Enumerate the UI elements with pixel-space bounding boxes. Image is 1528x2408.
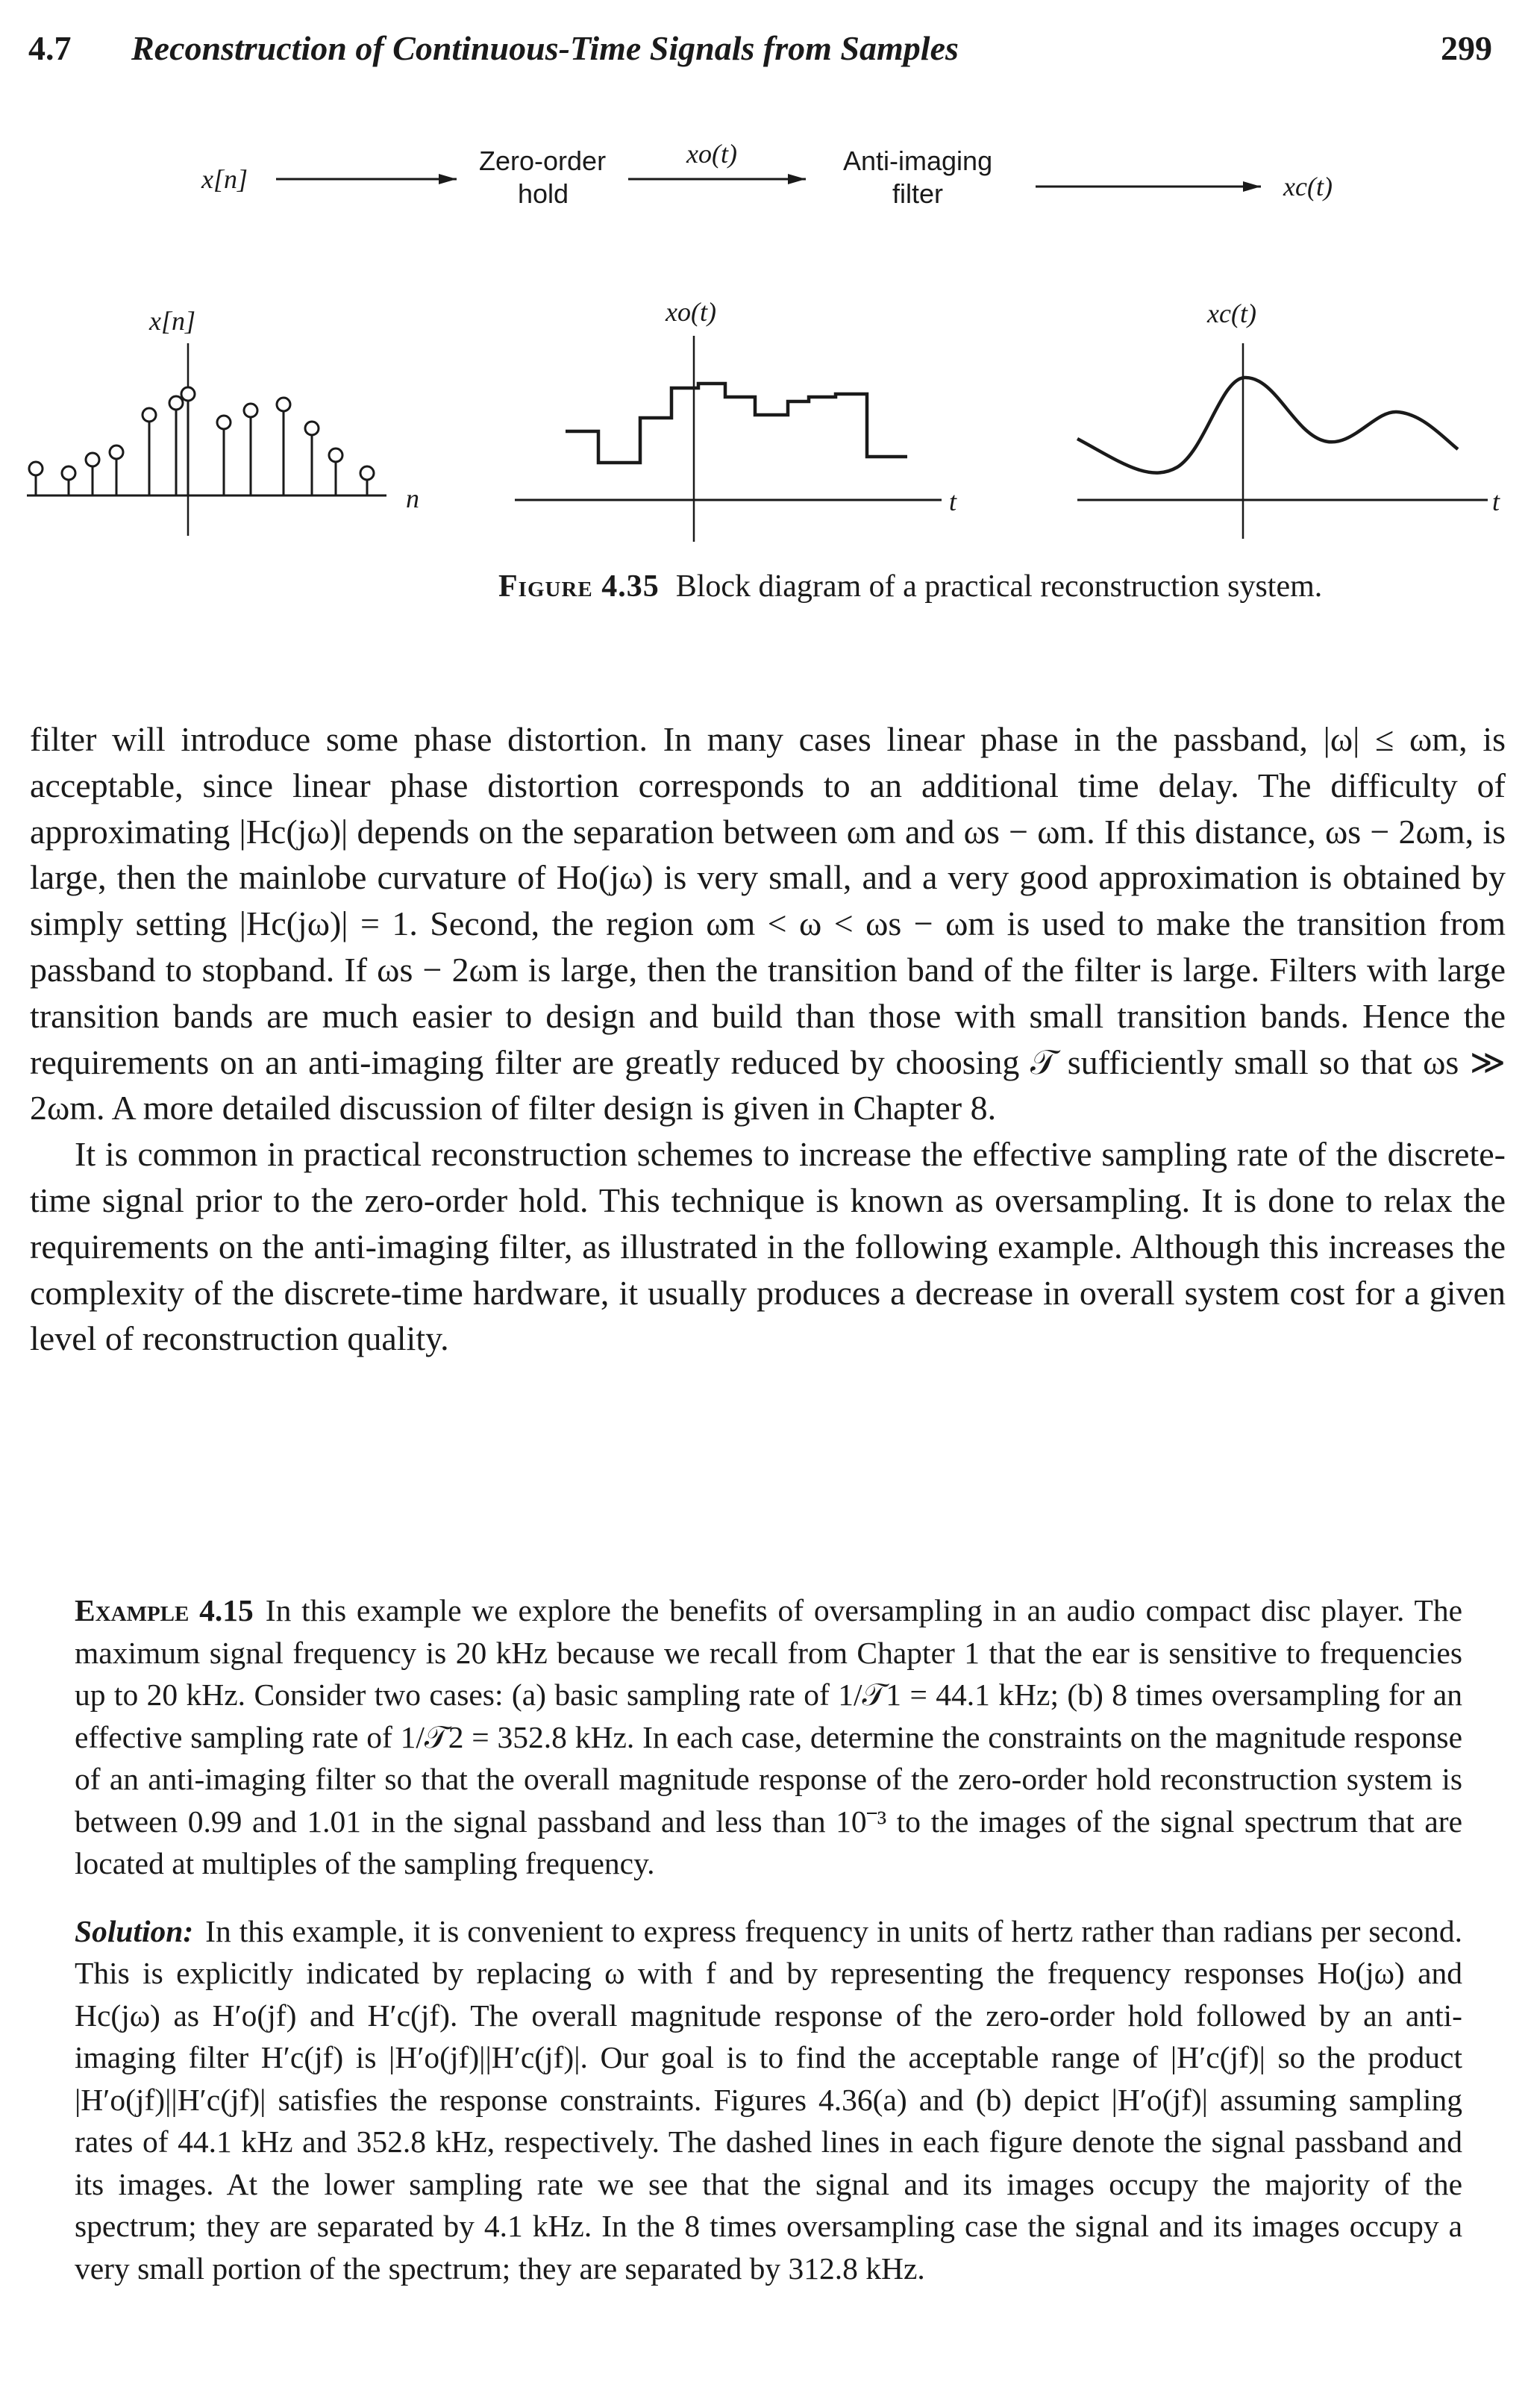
- arrow-2-head: [788, 174, 806, 184]
- example-4-15: [75, 1589, 1462, 2289]
- figure-drawing: [0, 104, 1528, 567]
- stem-marker: [86, 453, 99, 466]
- plot1-title: x[n]: [149, 306, 195, 336]
- stem-marker: [62, 466, 75, 480]
- plot2-axis-label: t: [949, 487, 957, 516]
- filter-block-line2: filter: [892, 178, 944, 209]
- paragraph-2: It is common in practical reconstruction schemes to increase the effective sampling rate of the discrete-time signal prior to the zero-order hold. This technique is known as oversampling. It is done to relax the requirements on the anti-imaging filter, as illustrated in the following example. Although this increases the complexity of the discrete-time hardware, it usually produces a decrease in overall system cost for a given level of reconstruction quality.: [30, 1135, 1506, 1358]
- stem-marker: [360, 466, 374, 480]
- example-label: Example 4.15: [75, 1593, 254, 1627]
- plot3-axis-label: t: [1492, 487, 1500, 516]
- page-number: 299: [1441, 29, 1492, 67]
- paragraph-1: filter will introduce some phase distortion. In many cases linear phase in the passband, |ω| ≤ ωm, is acceptable, since linear phase distortion corresponds to an additional time delay. The difficulty of approximating |Hc(jω)| depends on the separation between ωm and ωs − ωm. If this distance, ωs − 2ωm, is large, then the mainlobe curvature of Ho(jω) is very small, and a very good approximation is obtained by simply setting |Hc(jω)| = 1. Second, the region ωm < ω < ωs − ωm is used to make the transition from passband to stopband. If ωs − 2ωm is large, then the transition band of the filter is large. Filters with large transition bands are much easier to design and build than those with small transition bands. Hence the requirements on an anti-imaging filter are greatly reduced by choosing 𝒯 sufficiently small so that ωs ≫ 2ωm. A more detailed discussion of filter design is given in Chapter 8.: [30, 720, 1506, 1128]
- example-statement: [75, 1589, 1462, 1885]
- figure-caption: [498, 569, 1513, 604]
- zoh-block-line2: hold: [518, 178, 569, 209]
- solution-label: Solution:: [75, 1913, 194, 1948]
- solution: [75, 1910, 1462, 2290]
- example-text: In this example we explore the benefits of oversampling in an audio compact disc player. The maximum signal frequency is 20 kHz because we recall from Chapter 1 that the ear is sensitive to frequencies up to 20 kHz. Consider two cases: (a) basic sampling rate of 1/𝒯1 = 44.1 kHz; (b) 8 times oversampling for an effective sampling rate of 1/𝒯2 = 352.8 kHz. In each case, determine the constraints on the magnitude response of an anti-imaging filter so that the overall magnitude response of the zero-order hold reconstruction system is between 0.99 and 1.01 in the signal passband and less than 10⁻³ to the images of the signal spectrum that are located at multiples of the sampling frequency.: [75, 1593, 1462, 1880]
- plot3-title: xc(t): [1207, 298, 1256, 328]
- running-header: [28, 22, 1492, 75]
- stem-marker: [277, 398, 290, 411]
- stem-marker: [217, 416, 231, 429]
- arrow-1-head: [439, 174, 457, 184]
- filter-block-line1: Anti-imaging: [843, 146, 993, 176]
- stem-marker: [181, 387, 195, 401]
- caption-label: Figure 4.35: [498, 569, 660, 604]
- output-label: xc(t): [1283, 172, 1333, 201]
- xo-label: xo(t): [686, 139, 737, 169]
- stem-marker: [29, 462, 43, 475]
- zoh-block-line1: Zero-order: [479, 146, 607, 176]
- section-title: Reconstruction of Continuous-Time Signals from Samples: [131, 29, 959, 67]
- arrow-3-head: [1243, 181, 1261, 192]
- plot1-stems: [29, 387, 374, 495]
- stem-marker: [143, 408, 156, 422]
- solution-text: In this example, it is convenient to express frequency in units of hertz rather than radians per second. This is explicitly indicated by replacing ω with f and by representing the frequency responses Ho(jω) and Hc(jω) as H′o(jf) and H′c(jf). The overall magnitude response of the zero-order hold followed by an anti-imaging filter H′c(jf) is |H′o(jf)||H′c(jf)|. Our goal is to find the acceptable range of |H′c(jf)| so the product |H′o(jf)||H′c(jf)| satisfies the response constraints. Figures 4.36(a) and (b) depict |H′o(jf)| assuming sampling rates of 44.1 kHz and 352.8 kHz, respectively. The dashed lines in each figure denote the signal passband and its images. At the lower sampling rate we see that the signal and its images occupy the majority of the spectrum; they are separated by 4.1 kHz. In the 8 times oversampling case the signal and its images occupy a very small portion of the spectrum; they are separated by 312.8 kHz.: [75, 1913, 1462, 2286]
- stem-marker: [244, 404, 257, 417]
- plot2-title: xo(t): [666, 297, 716, 327]
- stem-marker: [329, 448, 342, 462]
- stem-marker: [169, 396, 183, 410]
- plot1-axis-label: n: [406, 484, 419, 513]
- plot3-curve: [1077, 378, 1458, 473]
- plot2-staircase: [566, 384, 907, 463]
- section-number: 4.7: [28, 29, 72, 67]
- stem-marker: [110, 445, 123, 459]
- caption-text: Block diagram of a practical reconstruction system.: [675, 569, 1323, 604]
- stem-marker: [305, 422, 319, 435]
- body-text: [30, 716, 1506, 1362]
- figure-4-35: [0, 104, 1528, 612]
- input-label: x[n]: [201, 164, 248, 194]
